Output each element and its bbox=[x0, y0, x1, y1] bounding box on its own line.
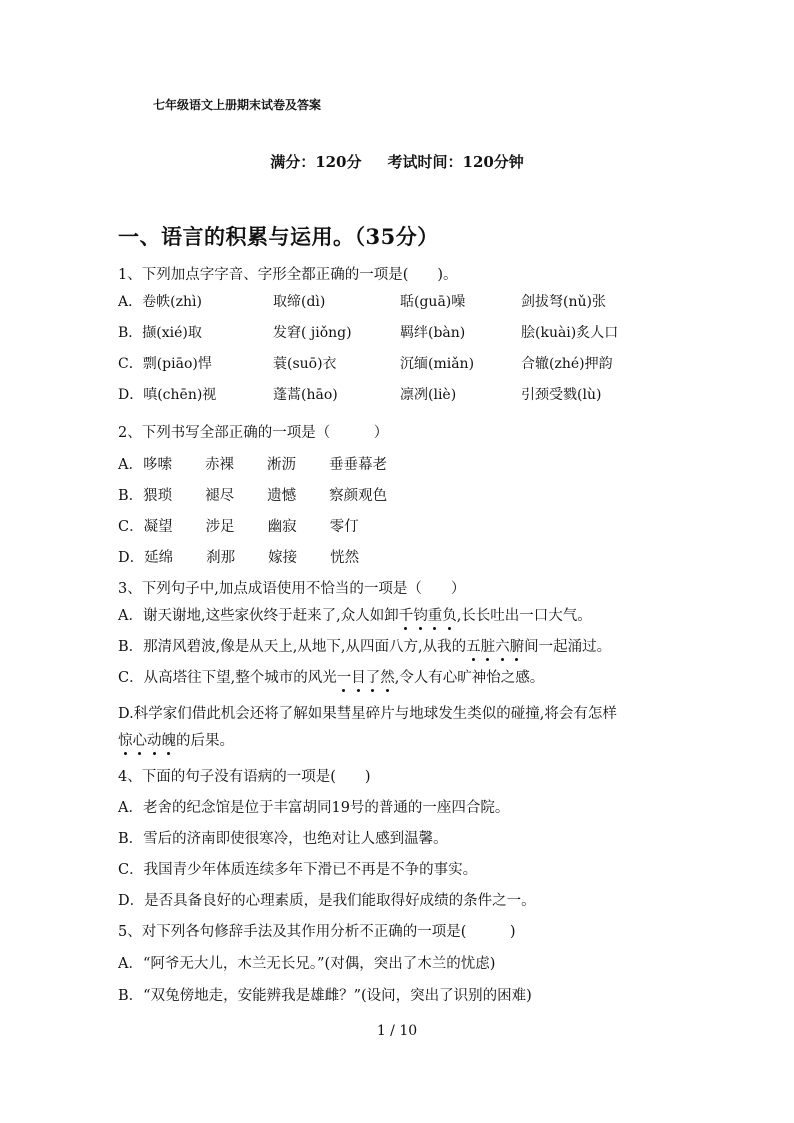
option-word: 延绵 bbox=[144, 550, 174, 566]
q1-option-cell: 脍(kuài)炙人口 bbox=[521, 325, 619, 341]
section-heading: 一、语言的积累与运用。（35分） bbox=[118, 224, 439, 249]
dotted-idiom bbox=[399, 608, 457, 624]
option-word: 赤裸 bbox=[204, 457, 234, 473]
dotted-idiom bbox=[337, 670, 395, 686]
dotted-char: 重 bbox=[428, 604, 443, 625]
option-word: 褪尽 bbox=[205, 488, 235, 504]
option-word: 遗憾 bbox=[267, 488, 297, 504]
option-letter: D． bbox=[118, 550, 145, 566]
option-letter: A． bbox=[118, 457, 143, 473]
q1-option-cell: 凛冽(liè) bbox=[400, 387, 457, 403]
q5-option-a: A．“阿爷无大儿，木兰无长兄。”(对偶，突出了木兰的忧虑) bbox=[118, 956, 496, 972]
option-text: C．从高塔往下望,整个城市的风光 bbox=[118, 670, 337, 686]
option-word: 涉足 bbox=[205, 519, 235, 535]
dotted-char: 动 bbox=[147, 729, 162, 750]
q1-option-cell: 剑拔弩(nǔ)张 bbox=[521, 294, 606, 310]
option-word: 垂垂幕老 bbox=[328, 457, 387, 473]
dotted-char: 千 bbox=[399, 604, 414, 625]
option-word: 凝望 bbox=[143, 519, 173, 535]
q2-option-a bbox=[118, 453, 387, 474]
question-5-stem: 5、对下列各句修辞手法及其作用分析不正确的一项是( ) bbox=[118, 924, 516, 940]
option-text: A．谢天谢地,这些家伙终于赶来了,众人如卸 bbox=[118, 608, 399, 624]
option-word: 察颜观色 bbox=[329, 488, 388, 504]
q1-option-cell: A．卷帙(zhì) bbox=[118, 294, 202, 310]
option-text: B．那清风碧波,像是从天上,从地下,从四面八方,从我的 bbox=[118, 639, 467, 655]
dotted-char: 然 bbox=[380, 666, 395, 687]
q1-option-cell: 发窘( jiǒng) bbox=[273, 325, 352, 341]
q2-option-c bbox=[118, 515, 359, 536]
exam-meta bbox=[0, 151, 794, 172]
question-4-stem: 4、下面的句子没有语病的一项是( ) bbox=[118, 769, 371, 785]
option-text: 间一起涌过。 bbox=[524, 639, 612, 655]
q1-option-cell: D．嗔(chēn)视 bbox=[118, 387, 217, 403]
q4-option-d: D．是否具备良好的心理素质，是我们能取得好成绩的条件之一。 bbox=[118, 893, 536, 909]
q1-option-cell: 蓬蒿(hāo) bbox=[273, 387, 338, 403]
q3-option-d-line1: D.科学家们借此机会还将了解如果彗星碎片与地球发生类似的碰撞,将会有怎样 bbox=[118, 706, 617, 722]
q2-option-d bbox=[118, 546, 359, 567]
dotted-char: 心 bbox=[133, 729, 148, 750]
option-word: 嫁接 bbox=[268, 550, 298, 566]
document-title: 七年级语文上册期末试卷及答案 bbox=[153, 98, 322, 112]
option-word: 零仃 bbox=[329, 519, 359, 535]
dotted-char: 惊 bbox=[118, 729, 133, 750]
dotted-char: 脏 bbox=[481, 635, 496, 656]
q1-option-cell: 取缔(dì) bbox=[273, 294, 326, 310]
q1-option-cell: 合辙(zhé)押韵 bbox=[521, 356, 613, 372]
dotted-char: 负 bbox=[442, 604, 457, 625]
page-number: 1 / 10 bbox=[376, 1023, 418, 1039]
option-text: ,长长吐出一口大气。 bbox=[456, 608, 592, 624]
option-word: 恍然 bbox=[330, 550, 360, 566]
q4-option-b: B．雪后的济南即使很寒冷，也绝对让人感到温馨。 bbox=[118, 831, 448, 847]
q1-option-cell: 蓑(suō)衣 bbox=[273, 356, 337, 372]
option-word: 淅沥 bbox=[266, 457, 296, 473]
q3-option-d-line2 bbox=[118, 729, 234, 750]
q4-option-a: A．老舍的纪念馆是位于丰富胡同19号的普通的一座四合院。 bbox=[118, 800, 510, 816]
question-2-stem: 2、下列书写全部正确的一项是（ ） bbox=[118, 425, 389, 441]
dotted-char: 五 bbox=[466, 635, 481, 656]
dotted-char: 了 bbox=[366, 666, 381, 687]
option-word: 哆嗦 bbox=[142, 457, 172, 473]
dotted-char: 目 bbox=[351, 666, 366, 687]
q1-option-cell: 羁绊(bàn) bbox=[400, 325, 466, 341]
q1-option-cell: B．撷(xié)取 bbox=[118, 325, 202, 341]
q4-option-c: C．我国青少年体质连续多年下滑已不再是不争的事实。 bbox=[118, 862, 478, 878]
option-letter: B． bbox=[118, 488, 144, 504]
option-letter: C． bbox=[118, 519, 144, 535]
q3-option-a bbox=[118, 604, 592, 625]
dotted-char: 一 bbox=[337, 666, 352, 687]
dotted-char: 魄 bbox=[162, 729, 177, 750]
option-word: 猥琐 bbox=[143, 488, 173, 504]
q1-option-cell: C．剽(piāo)悍 bbox=[118, 356, 212, 372]
full-score: 满分：120分 bbox=[270, 153, 362, 171]
dotted-idiom bbox=[466, 639, 524, 655]
q1-option-cell: 聒(guā)噪 bbox=[400, 294, 466, 310]
dotted-idiom bbox=[118, 733, 176, 749]
dotted-char: 钧 bbox=[413, 604, 428, 625]
dotted-char: 六 bbox=[495, 635, 510, 656]
q5-option-b: B．“双兔傍地走，安能辨我是雄雌？”(设问，突出了识别的困难) bbox=[118, 988, 532, 1004]
option-text: ,令人有心旷神怡之感。 bbox=[394, 670, 545, 686]
q3-option-c bbox=[118, 666, 544, 687]
option-text: 的后果。 bbox=[176, 733, 234, 749]
q3-option-b bbox=[118, 635, 611, 656]
q1-option-cell: 引颈受戮(lù) bbox=[521, 387, 602, 403]
q1-option-cell: 沉缅(miǎn) bbox=[400, 356, 475, 372]
question-1-stem: 1、下列加点字字音、字形全都正确的一项是( )。 bbox=[118, 267, 458, 283]
option-word: 刹那 bbox=[206, 550, 236, 566]
dotted-char: 腑 bbox=[510, 635, 525, 656]
option-word: 幽寂 bbox=[267, 519, 297, 535]
q2-option-b bbox=[118, 484, 387, 505]
exam-time: 考试时间：120分钟 bbox=[387, 153, 524, 171]
question-3-stem: 3、下列句子中,加点成语使用不恰当的一项是（ ） bbox=[118, 581, 466, 597]
